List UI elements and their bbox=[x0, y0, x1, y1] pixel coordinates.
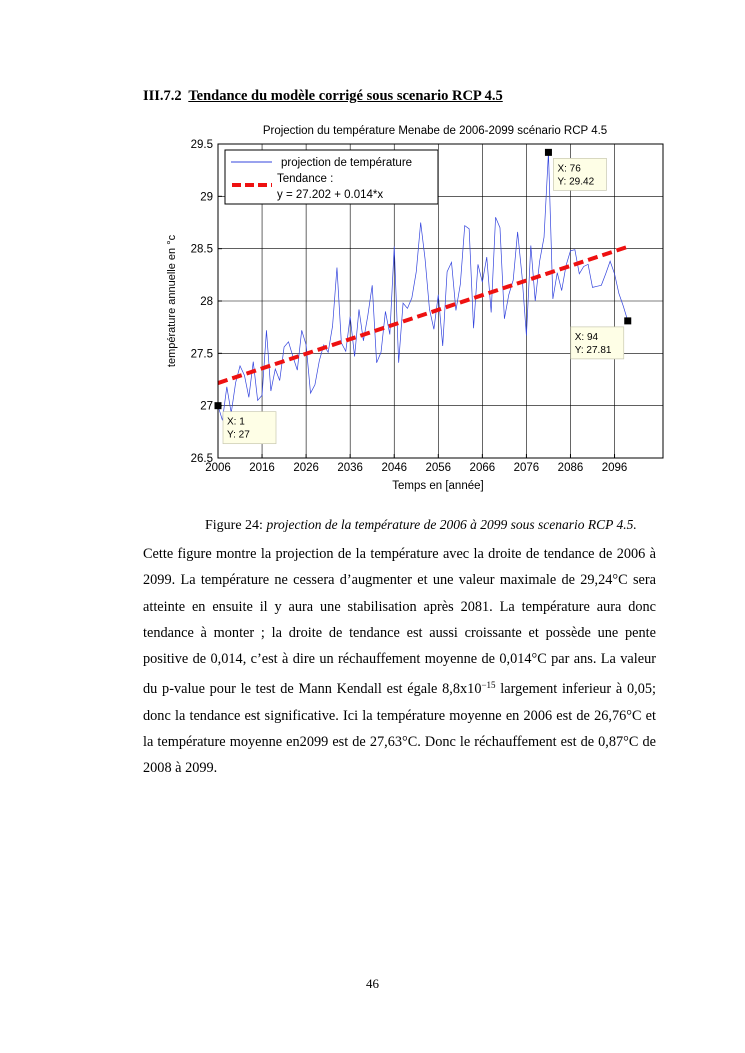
y-axis-label: température annuelle en °c bbox=[166, 234, 178, 368]
datatip-x: X: 1 bbox=[227, 416, 245, 428]
x-tick-label: 2046 bbox=[381, 462, 408, 474]
legend-label-projection: projection de température bbox=[281, 157, 413, 169]
paragraph-part-1: Cette figure montre la projection de la température avec la droite de tendance de 2006 à 2099. La température ne cessera d’augmenter et une valeur maximale de 29,24°C sera atteinte en ensuite il y aura une stabilisation après 2081. La température aura donc tendance à monter ; la droite de tendance est aussi croissante et possède une pente positive de 0,014, c’est à dire un réchauffement moyenne de 0,014°C par ans. La valeur du p-value pour le test de Mann Kendall est égale 8,8x bbox=[143, 546, 656, 698]
x-tick-label: 2086 bbox=[557, 462, 584, 474]
x-tick-label: 2036 bbox=[337, 462, 363, 474]
x-tick-label: 2066 bbox=[469, 462, 496, 474]
legend-label-tendance: Tendance : bbox=[277, 173, 334, 185]
datatip-y: Y: 27 bbox=[227, 429, 250, 441]
y-tick-label: 29.5 bbox=[190, 139, 213, 151]
y-tick-label: 27.5 bbox=[190, 348, 213, 361]
x-tick-label: 2006 bbox=[205, 462, 231, 474]
datatip-x: X: 76 bbox=[557, 163, 581, 175]
pvalue-exponent: −15 bbox=[481, 680, 496, 691]
section-title: Tendance du modèle corrigé sous scenario RCP 4.5 bbox=[188, 88, 503, 104]
x-tick-label: 2026 bbox=[293, 462, 319, 474]
x-tick-label: 2076 bbox=[513, 462, 540, 474]
section-heading bbox=[143, 88, 503, 105]
datatip-marker bbox=[624, 317, 631, 324]
x-tick-label: 2096 bbox=[601, 462, 628, 474]
body-paragraph bbox=[143, 541, 656, 782]
datatip-marker bbox=[215, 402, 222, 409]
caption-text: projection de la température de 2006 à 2099 sous scenario RCP 4.5. bbox=[266, 517, 637, 532]
chart-legend bbox=[225, 150, 438, 204]
x-tick-label: 2056 bbox=[425, 462, 452, 474]
pvalue-base: 10 bbox=[467, 681, 482, 698]
y-tick-label: 28 bbox=[200, 296, 213, 308]
series-trend-line bbox=[218, 247, 628, 383]
datatip-y: Y: 27.81 bbox=[574, 344, 612, 356]
paragraph-part-2: largement inferieur à 0,05; donc la tendance est significative. Ici la température moyenne en 2006 est de 26,76°C et la température moyenne en2099 est de 27,63°C. Donc le réchauffement est de 0,87°C de 2008 à 2099. bbox=[143, 681, 656, 777]
x-tick-label: 2016 bbox=[249, 462, 275, 474]
section-number: III.7.2 bbox=[143, 88, 182, 104]
y-tick-label: 29 bbox=[200, 191, 213, 204]
y-tick-label: 26.5 bbox=[190, 453, 213, 465]
chart-title: Projection du température Menabe de 2006-2099 scénario RCP 4.5 bbox=[262, 125, 608, 137]
y-tick-label: 28.5 bbox=[190, 243, 213, 256]
datatip-y: Y: 29.42 bbox=[557, 176, 595, 188]
figure-caption bbox=[205, 517, 637, 534]
x-axis-label: Temps en [année] bbox=[392, 480, 484, 492]
legend-label-equation: y = 27.202 + 0.014*x bbox=[277, 189, 384, 201]
y-tick-label: 27 bbox=[200, 400, 213, 413]
caption-prefix: Figure 24: bbox=[205, 518, 263, 533]
page-number: 46 bbox=[366, 976, 379, 991]
datatip-x: X: 94 bbox=[574, 331, 599, 343]
temperature-projection-chart bbox=[160, 118, 680, 498]
datatip-marker bbox=[545, 149, 552, 156]
